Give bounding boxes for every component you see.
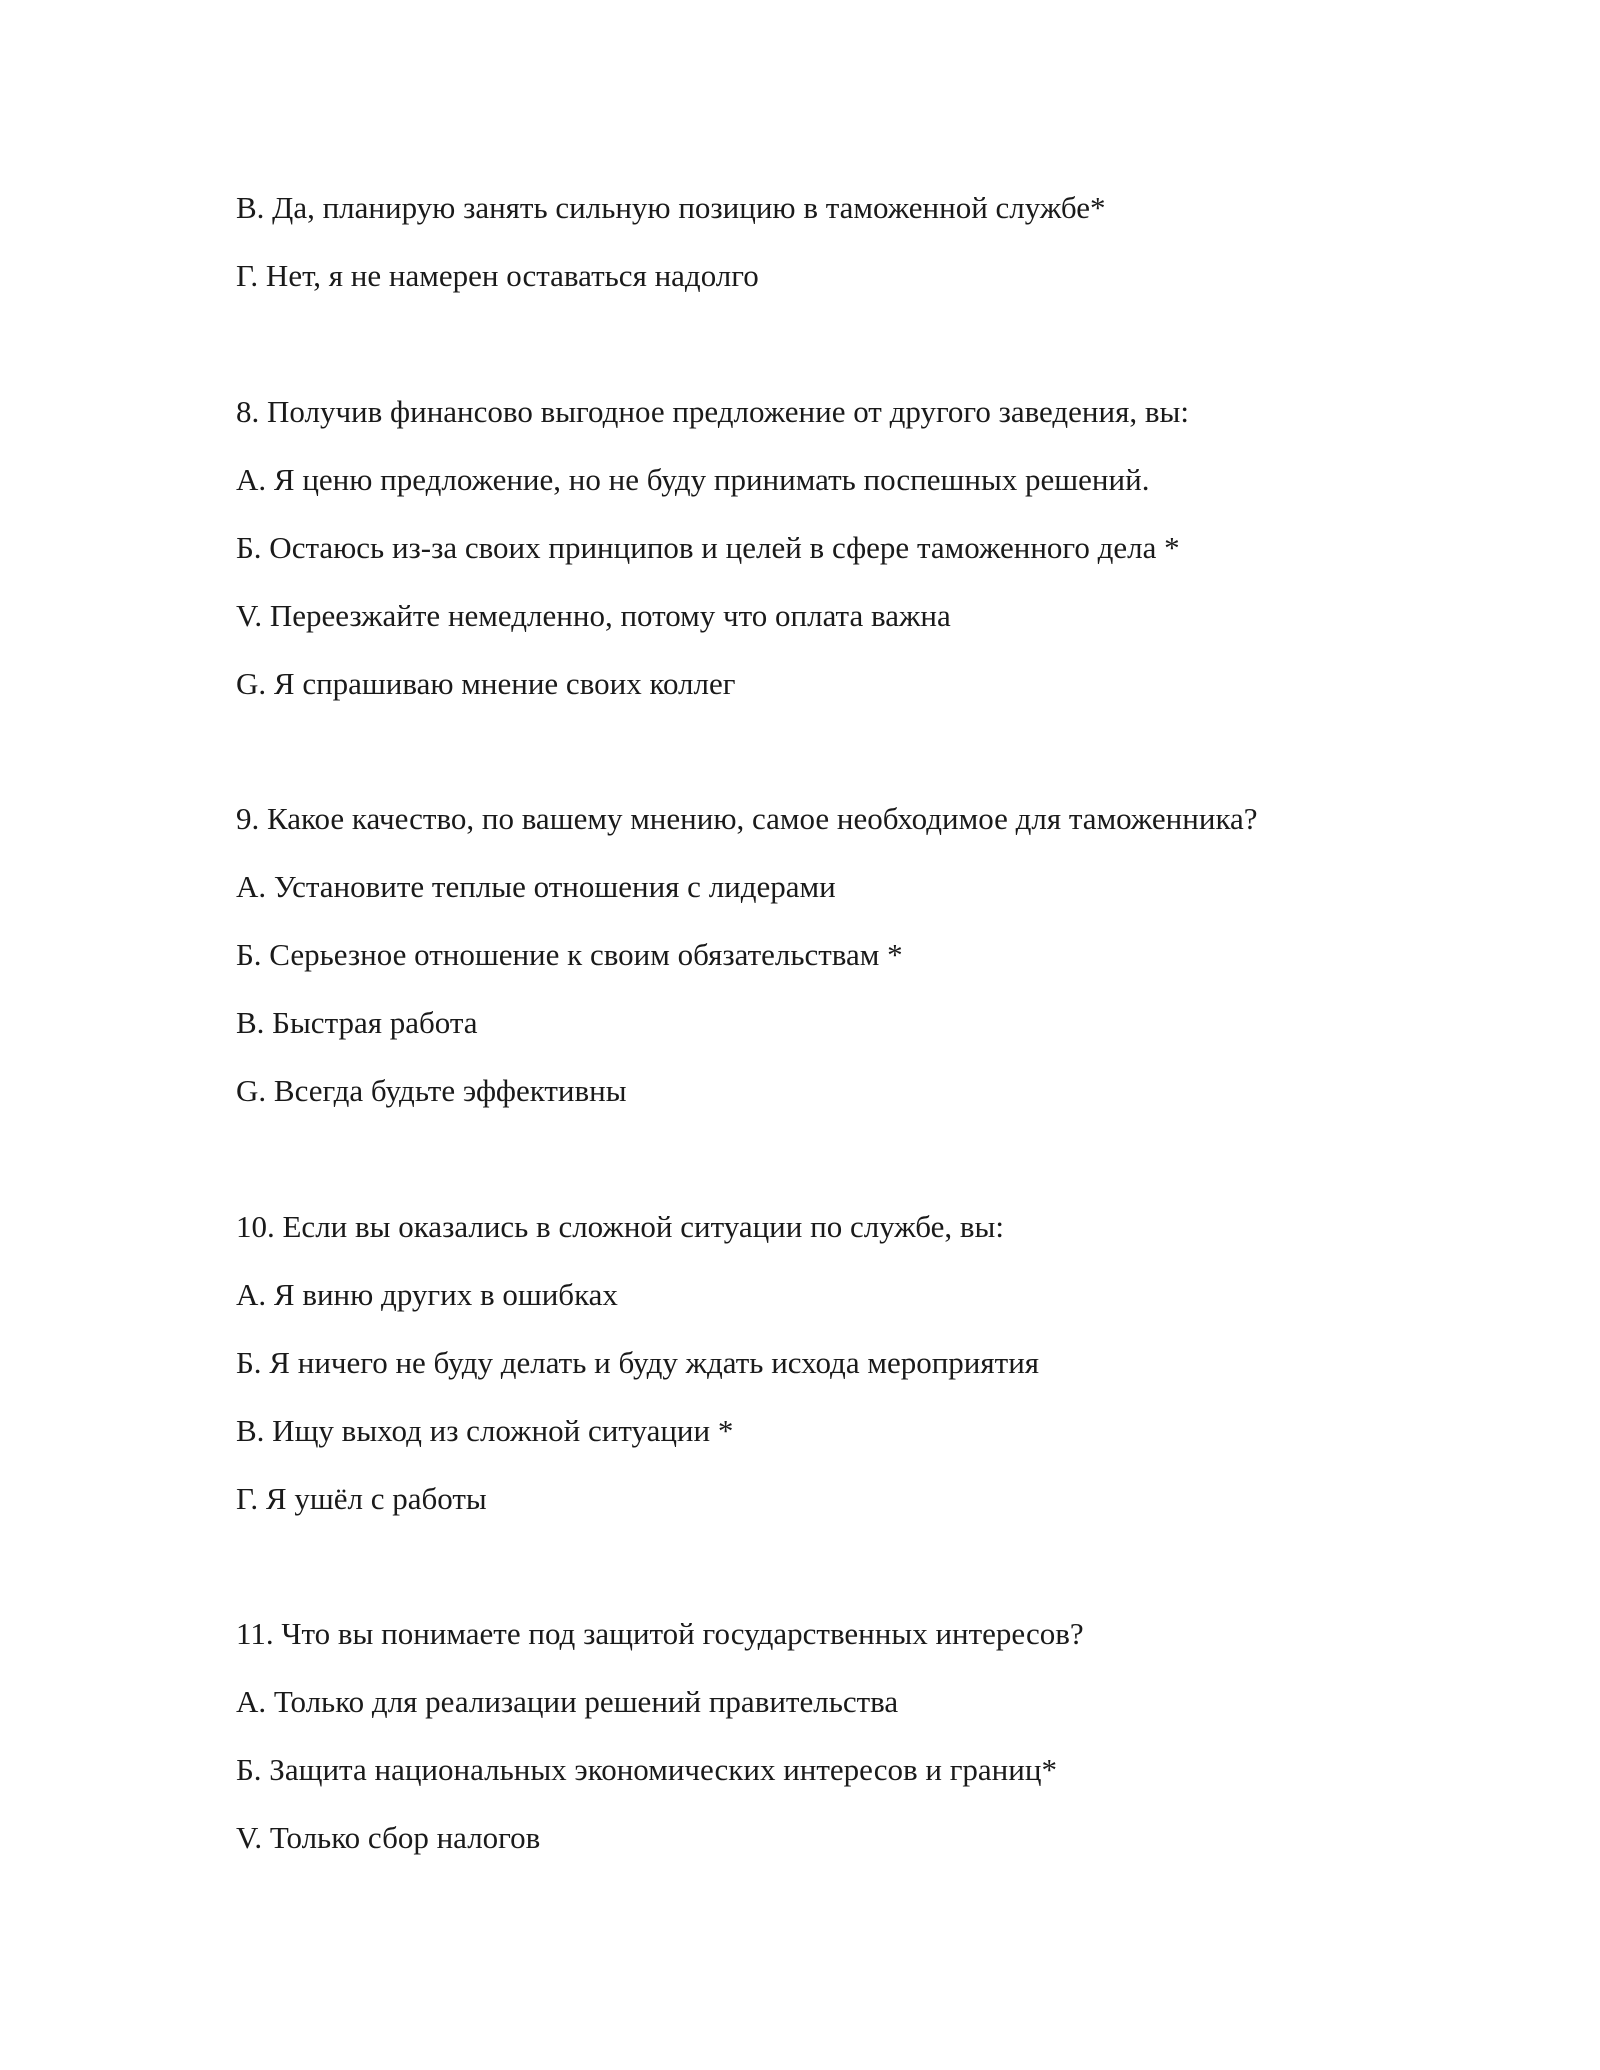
q9-question: 9. Какое качество, по вашему мнению, самое необходимое для таможенника? <box>236 801 1258 836</box>
q8-option-g: G. Я спрашиваю мнение своих коллег <box>236 666 736 701</box>
q8-question: 8. Получив финансово выгодное предложение от другого заведения, вы: <box>236 394 1189 429</box>
q11-option-a: А. Только для реализации решений правительства <box>236 1684 899 1719</box>
q10-option-g: Г. Я ушёл с работы <box>236 1481 487 1516</box>
q11-question: 11. Что вы понимаете под защитой государственных интересов? <box>236 1616 1084 1651</box>
q11-option-v: V. Только сбор налогов <box>236 1820 541 1855</box>
q11-option-b: Б. Защита национальных экономических интересов и границ* <box>236 1752 1057 1787</box>
q10-question: 10. Если вы оказались в сложной ситуации по службе, вы: <box>236 1209 1004 1244</box>
q8-option-b: Б. Остаюсь из-за своих принципов и целей в сфере таможенного дела * <box>236 530 1180 565</box>
q8-option-a: А. Я ценю предложение, но не буду принимать поспешных решений. <box>236 462 1150 497</box>
q10-option-b: Б. Я ничего не буду делать и буду ждать исхода мероприятия <box>236 1345 1040 1380</box>
q8-option-v: V. Переезжайте немедленно, потому что оплата важна <box>236 598 951 633</box>
q7-option-v: В. Да, планирую занять сильную позицию в таможенной службе* <box>236 190 1106 225</box>
q10-option-v: В. Ищу выход из сложной ситуации * <box>236 1413 734 1448</box>
q7-option-g: Г. Нет, я не намерен оставаться надолго <box>236 258 759 293</box>
q9-option-g: G. Всегда будьте эффективны <box>236 1073 627 1108</box>
q10-option-a: А. Я виню других в ошибках <box>236 1277 618 1312</box>
q9-option-v: В. Быстрая работа <box>236 1005 478 1040</box>
q9-option-b: Б. Серьезное отношение к своим обязательствам * <box>236 937 903 972</box>
q9-option-a: А. Установите теплые отношения с лидерами <box>236 869 836 904</box>
